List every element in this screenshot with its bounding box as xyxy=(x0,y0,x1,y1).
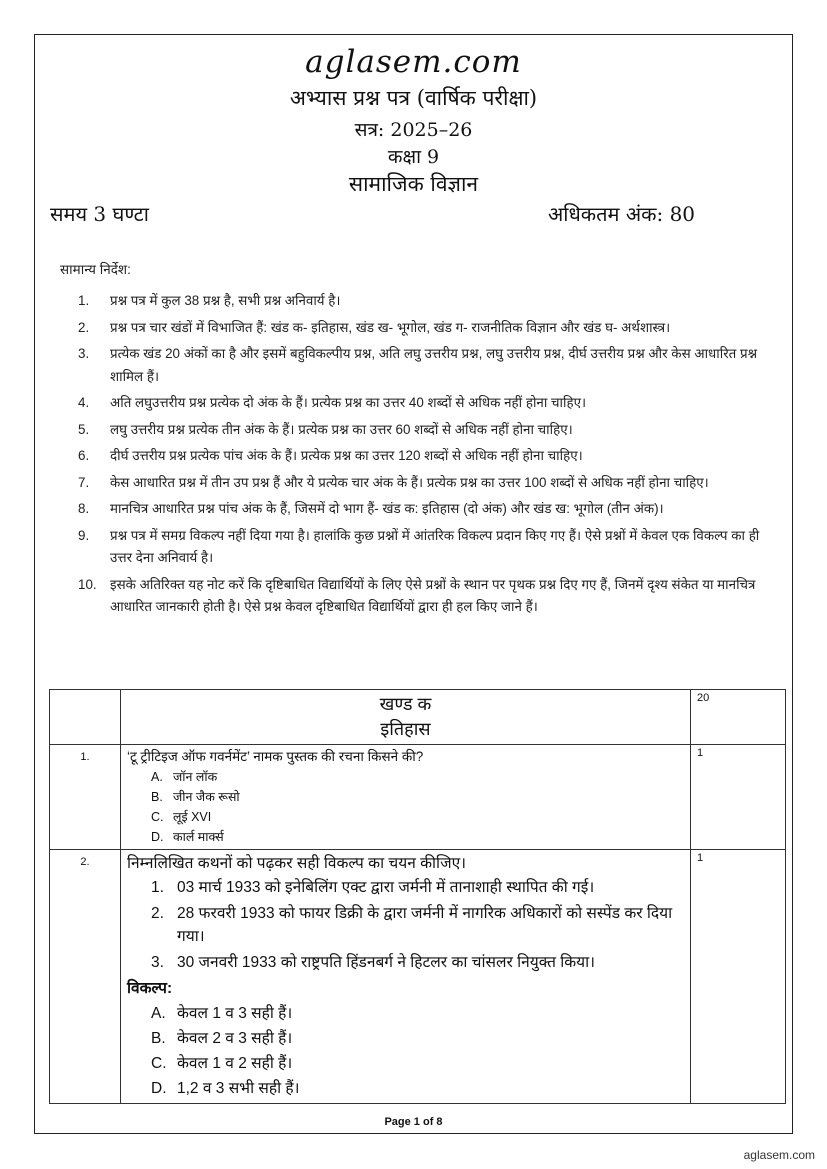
statement-number: 1. xyxy=(151,879,164,896)
instruction-item xyxy=(60,290,772,313)
instructions-list xyxy=(60,290,772,619)
instruction-text: लघु उत्तरीय प्रश्न प्रत्येक तीन अंक के हैं। प्रत्येक प्रश्न का उत्तर 60 शब्दों से अधिक नहीं होना चाहिए। xyxy=(110,421,573,437)
instructions-title: सामान्य निर्देश: xyxy=(60,262,131,277)
option-label: B. xyxy=(151,790,163,804)
question-row xyxy=(50,745,786,850)
option-item xyxy=(151,827,684,847)
option-text: केवल 2 व 3 सही हैं। xyxy=(177,1030,293,1047)
option-item xyxy=(151,1026,684,1051)
section-heading-cell xyxy=(121,690,691,745)
option-label: A. xyxy=(151,770,163,784)
statement-item xyxy=(151,876,684,899)
instruction-text: दीर्घ उत्तरीय प्रश्न प्रत्येक पांच अंक के हैं। प्रत्येक प्रश्न का उत्तर 120 शब्दों से अधिक नहीं होना चाहिए। xyxy=(110,448,583,463)
option-item xyxy=(151,1076,684,1101)
statements-list xyxy=(127,876,684,974)
options-list xyxy=(127,767,684,847)
option-label: D. xyxy=(151,1080,167,1097)
option-text: जॉन लॉक xyxy=(173,770,218,784)
option-label: B. xyxy=(151,1030,166,1047)
question-number: 1. xyxy=(50,745,121,850)
instruction-item xyxy=(60,445,772,468)
instruction-item xyxy=(60,525,772,570)
option-text: केवल 1 व 2 सही हैं। xyxy=(177,1055,293,1072)
general-instructions xyxy=(60,260,772,623)
instruction-text: प्रश्न पत्र चार खंडों में विभाजित हैं: खंड क- इतिहास, खंड ख- भूगोल, खंड ग- राजनीतिक विज्ञान और खंड घ- अर्थशास्त्र। xyxy=(110,319,671,335)
option-item xyxy=(151,1001,684,1026)
statement-number: 3. xyxy=(151,954,164,971)
option-text: कार्ल मार्क्स xyxy=(173,830,224,844)
option-item xyxy=(151,807,684,827)
instruction-number: 9. xyxy=(78,527,90,543)
class: कक्षा 9 xyxy=(387,146,440,168)
instruction-text: इसके अतिरिक्त यह नोट करें कि दृष्टिबाधित विद्यार्थियों के लिए ऐसे प्रश्नों के स्थान पर पृथक प्रश्न दिए गए हैं, जिनमें दृश्य संकेत या मानचित्र आधारित जानकारी होती है। ऐसे प्रश्न केवल दृष्टिबाधित विद्यार्थियों द्वारा ही हल किए जाने हैं। xyxy=(110,576,756,614)
statement-text: 03 मार्च 1933 को इनेबिलिंग एक्ट द्वारा जर्मनी में तानाशाही स्थापित की गई। xyxy=(177,879,595,896)
statement-text: 28 फरवरी 1933 को फायर डिक्री के द्वारा जर्मनी में नागरिक अधिकारों को सस्पेंड कर दिया गया। xyxy=(177,905,673,945)
statement-item xyxy=(151,951,684,974)
statement-item xyxy=(151,902,684,948)
statement-text: 30 जनवरी 1933 को राष्ट्रपति हिंडनबर्ग ने हिटलर का चांसलर नियुक्त किया। xyxy=(177,954,596,971)
instruction-item xyxy=(60,419,772,442)
question-number: 2. xyxy=(50,850,121,1104)
instruction-number: 5. xyxy=(78,421,90,437)
question-text: ‘टू ट्रीटिइज ऑफ गवर्नमेंट’ नामक पुस्तक की रचना किसने की? xyxy=(127,749,424,764)
instruction-item xyxy=(60,574,772,619)
session: सत्र: 2025–26 xyxy=(354,119,473,141)
section-num-cell xyxy=(50,690,121,745)
section-header-row xyxy=(50,690,786,745)
instruction-text: प्रत्येक खंड 20 अंकों का है और इसमें बहुविकल्पीय प्रश्न, अति लघु उत्तरीय प्रश्न, लघु उत्तरीय प्रश्न, दीर्घ उत्तरीय प्रश्न और केस आधारित प्रश्न शामिल हैं। xyxy=(110,346,758,384)
instruction-number: 8. xyxy=(78,501,90,516)
paper-title: अभ्यास प्रश्न पत्र (वार्षिक परीक्षा) xyxy=(289,86,538,110)
instruction-item xyxy=(60,392,772,415)
instruction-number: 3. xyxy=(78,346,90,361)
instruction-text: प्रश्न पत्र में समग्र विकल्प नहीं दिया गया है। हालांकि कुछ प्रश्नों में आंतरिक विकल्प प्रदान किए गए हैं। ऐसे प्रश्नों में केवल एक विकल्प का ही उत्तर देना अनिवार्य है। xyxy=(110,527,760,565)
page-number: Page 1 of 8 xyxy=(384,1116,443,1128)
option-item xyxy=(151,767,684,787)
instruction-item xyxy=(60,498,772,521)
instruction-number: 6. xyxy=(78,448,90,463)
option-item xyxy=(151,1051,684,1076)
instruction-item xyxy=(60,343,772,388)
subject: सामाजिक विज्ञान xyxy=(348,172,479,196)
option-label: C. xyxy=(151,1055,167,1072)
instruction-number: 4. xyxy=(78,395,90,410)
statement-number: 2. xyxy=(151,905,164,922)
option-text: 1,2 व 3 सभी सही हैं। xyxy=(177,1080,300,1097)
section-title: खण्ड क xyxy=(379,694,432,714)
option-label: D. xyxy=(151,830,164,844)
instruction-text: अति लघुउत्तरीय प्रश्न प्रत्येक दो अंक के हैं। प्रत्येक प्रश्न का उत्तर 40 शब्दों से अधिक नहीं होना चाहिए। xyxy=(110,395,587,410)
question-body xyxy=(121,745,691,850)
watermark: aglasem.com xyxy=(743,1148,815,1162)
option-text: जीन जैक रूसो xyxy=(173,790,240,804)
options-label: विकल्प: xyxy=(127,980,173,997)
option-item xyxy=(151,787,684,807)
question-text: निम्नलिखित कथनों को पढ़कर सही विकल्प का चयन कीजिए। xyxy=(127,855,467,872)
options-list xyxy=(127,1001,684,1101)
question-body xyxy=(121,850,691,1104)
instruction-number: 10. xyxy=(78,576,97,592)
site-logo: aglasem.com xyxy=(305,44,522,80)
option-label: A. xyxy=(151,1005,166,1022)
option-text: केवल 1 व 3 सही हैं। xyxy=(177,1005,293,1022)
section-subtitle: इतिहास xyxy=(380,719,431,739)
question-row xyxy=(50,850,786,1104)
option-text: लूई XVI xyxy=(173,810,212,824)
question-marks: 1 xyxy=(691,745,786,850)
maximum-marks: अधिकतम अंक: 80 xyxy=(548,202,696,226)
section-marks: 20 xyxy=(691,690,786,745)
instruction-number: 7. xyxy=(78,474,90,490)
instruction-number: 1. xyxy=(78,293,90,308)
instruction-item xyxy=(60,472,772,495)
instruction-number: 2. xyxy=(78,319,90,335)
time-allowed: समय 3 घण्टा xyxy=(50,202,149,226)
instruction-text: मानचित्र आधारित प्रश्न पांच अंक के हैं, जिसमें दो भाग हैं- खंड क: इतिहास (दो अंक) और खंड ख: भूगोल (तीन अंक)। xyxy=(110,501,664,516)
instruction-text: केस आधारित प्रश्न में तीन उप प्रश्न हैं और ये प्रत्येक चार अंक के हैं। प्रत्येक प्रश्न का उत्तर 100 शब्दों से अधिक नहीं होना चाहिए। xyxy=(110,474,709,490)
question-marks: 1 xyxy=(691,850,786,1104)
instruction-text: प्रश्न पत्र में कुल 38 प्रश्न है, सभी प्रश्न अनिवार्य है। xyxy=(110,293,341,308)
questions-table xyxy=(49,689,786,1104)
instruction-item xyxy=(60,317,772,340)
option-label: C. xyxy=(151,810,164,824)
